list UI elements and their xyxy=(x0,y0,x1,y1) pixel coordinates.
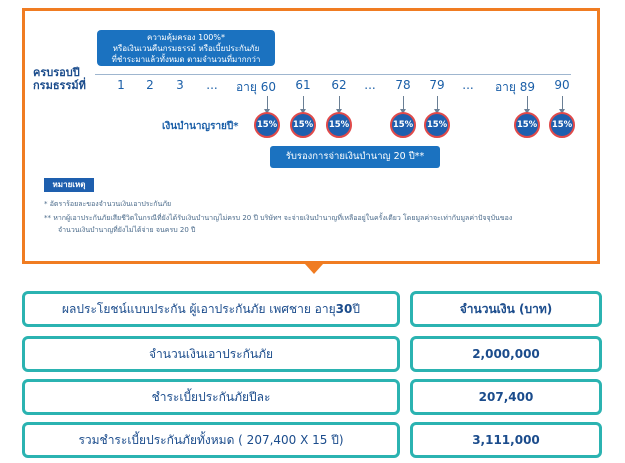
down-arrow-icon xyxy=(437,96,438,110)
down-arrow-icon xyxy=(339,96,340,110)
year-tick: ... xyxy=(462,78,474,92)
down-arrow-icon xyxy=(562,96,563,110)
table-row-label: จำนวนเงินเอาประกันภัย xyxy=(22,336,400,372)
policy-year-label xyxy=(33,66,86,92)
down-arrow-icon xyxy=(267,96,268,110)
table-row-label: รวมชำระเบี้ยประกันภัยทั้งหมด ( 207,400 X 15 ปี) xyxy=(22,422,400,458)
coverage-callout xyxy=(97,30,275,66)
footnote: * อัตราร้อยละของจำนวนเงินเอาประกันภัย xyxy=(44,200,172,208)
year-tick: อายุ 60 xyxy=(235,80,277,94)
callout-line: หรือเงินเวนคืนกรมธรรม์ หรือเบี้ยประกันภัย xyxy=(112,44,260,53)
year-tick: 2 xyxy=(146,78,154,92)
panel-pointer xyxy=(305,264,323,274)
callout-line: ความคุ้มครอง 100%* xyxy=(146,33,225,42)
down-arrow-icon xyxy=(303,96,304,110)
year-tick: 61 xyxy=(295,78,311,92)
table-header-value: จำนวนเงิน (บาท) xyxy=(410,291,602,327)
timeline-axis xyxy=(95,74,571,75)
pension-rate-badge: 15% xyxy=(390,112,416,138)
table-row-value: 3,111,000 xyxy=(410,422,602,458)
year-tick: ... xyxy=(364,78,376,92)
down-arrow-icon xyxy=(527,96,528,110)
year-tick: 62 xyxy=(331,78,347,92)
pension-rate-badge: 15% xyxy=(514,112,540,138)
year-tick: 3 xyxy=(176,78,184,92)
table-row-value: 207,400 xyxy=(410,379,602,415)
pension-rate-badge: 15% xyxy=(549,112,575,138)
year-tick: 79 xyxy=(429,78,445,92)
year-tick: อายุ 89 xyxy=(494,80,536,94)
down-arrow-icon xyxy=(403,96,404,110)
table-header-text: ผลประโยชน์แบบประกัน ผู้เอาประกันภัย เพศชาย อายุ xyxy=(62,301,336,316)
note-heading: หมายเหตุ xyxy=(44,178,94,192)
table-header-label xyxy=(22,291,400,327)
policy-year-label-line: ครบรอบปี xyxy=(33,66,80,79)
table-row-value: 2,000,000 xyxy=(410,336,602,372)
guarantee-banner: รับรองการจ่ายเงินบำนาญ 20 ปี** xyxy=(270,146,440,168)
footnote: จำนวนเงินบำนาญที่ยังไม่ได้จ่าย จนครบ 20 ปี xyxy=(58,226,196,234)
table-header-text: ปี xyxy=(352,301,360,316)
year-tick: 90 xyxy=(554,78,570,92)
year-tick: ... xyxy=(206,78,218,92)
footnote: ** หากผู้เอาประกันภัยเสียชีวิตในกรณีที่ยังได้รับเงินบำนาญไม่ครบ 20 ปี บริษัทฯ จะจ่ายเงินบำนาญที่เหลืออยู่ในครั้งเดียว โดยมูลค่าจะเท่ากับมูลค่าปัจจุบันของ xyxy=(44,214,513,222)
pension-rate-badge: 15% xyxy=(424,112,450,138)
pension-rate-badge: 15% xyxy=(290,112,316,138)
year-tick: 1 xyxy=(117,78,125,92)
year-tick: 78 xyxy=(395,78,411,92)
table-row-label: ชำระเบี้ยประกันภัยปีละ xyxy=(22,379,400,415)
policy-year-label-line: กรมธรรม์ที่ xyxy=(33,79,86,92)
annual-pension-label: เงินบำนาญรายปี* xyxy=(162,121,239,132)
callout-line: ที่ชำระมาแล้วทั้งหมด ตามจำนวนที่มากกว่า xyxy=(111,55,261,64)
table-header-age: 30 xyxy=(335,302,353,316)
pension-rate-badge: 15% xyxy=(326,112,352,138)
pension-rate-badge: 15% xyxy=(254,112,280,138)
